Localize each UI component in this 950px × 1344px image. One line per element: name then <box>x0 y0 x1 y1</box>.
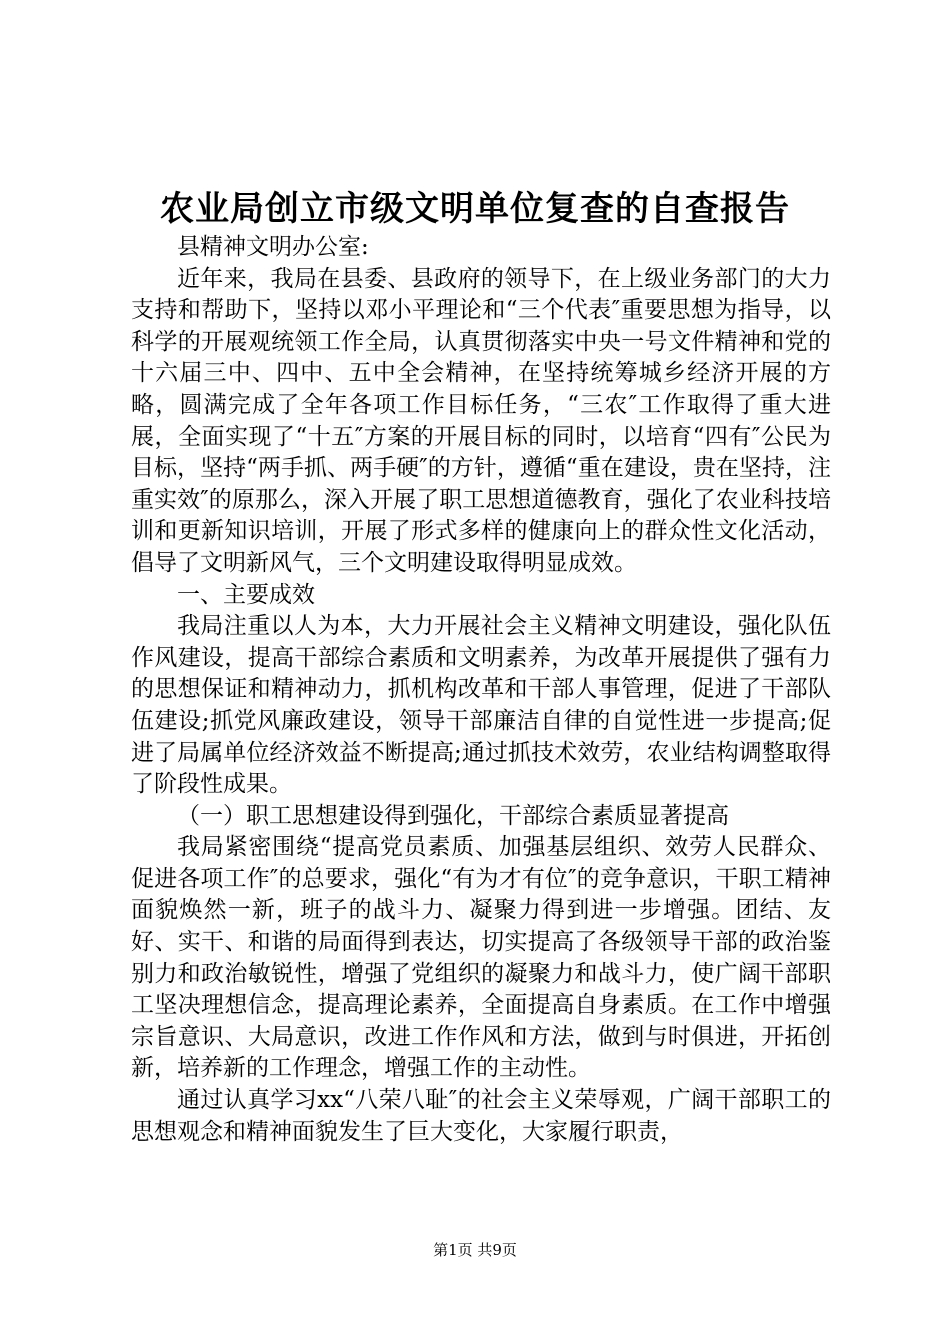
thought-building-paragraph: 我局紧密围绕“提高党员素质、加强基层组织、效劳人民群众、促进各项工作″的总要求，强化“有为才有位″的竞争意识，干职工精神面貌焕然一新，班子的战斗力、凝聚力得到进一步增强。团结、友好、实干、和谐的局面得到表达，切实提高了各级领导干部的政治鉴别力和政治敏锐性，增强了党组织的凝聚力和战斗力，使广阔干部职工坚决理想信念，提高理论素养，全面提高自身素质。在工作中增强宗旨意识、大局意识，改进工作作风和方法，做到与时俱进，开拓创新，培养新的工作理念，增强工作的主动性。 <box>131 834 831 1082</box>
document-body <box>131 232 831 1148</box>
section-heading-main-results: 一、主要成效 <box>177 581 315 608</box>
subsection-heading-thought-building: （一）职工思想建设得到强化，干部综合素质显著提高 <box>177 802 729 829</box>
document-title: 农业局创立市级文明单位复查的自查报告 <box>160 189 790 229</box>
page-number: 第1页 共9页 <box>433 1241 517 1259</box>
salutation: 县精神文明办公室: <box>177 234 369 260</box>
intro-paragraph: 近年来，我局在县委、县政府的领导下，在上级业务部门的大力支持和帮助下，坚持以邓小平理论和“三个代表″重要思想为指导，以科学的开展观统领工作全局，认真贯彻落实中央一号文件精神和党的十六届三中、四中、五中全会精神，在坚持统筹城乡经济开展的方略，圆满完成了全年各项工作目标任务，“三农″工作取得了重大进展，全面实现了“十五″方案的开展目标的同时，以培育“四有″公民为目标，坚持“两手抓、两手硬″的方针，遵循“重在建设，贵在坚持，注重实效″的原那么，深入开展了职工思想道德教育，强化了农业科技培训和更新知识培训，开展了形式多样的健康向上的群众性文化活动，倡导了文明新风气，三个文明建设取得明显成效。 <box>131 265 831 576</box>
main-results-paragraph: 我局注重以人为本，大力开展社会主义精神文明建设，强化队伍作风建设，提高干部综合素质和文明素养，为改革开展提供了强有力的思想保证和精神动力，抓机构改革和干部人事管理，促进了干部队伍建设;抓党风廉政建设，领导干部廉洁自律的自觉性进一步提高;促进了局属单位经济效益不断提高;通过抓技术效劳，农业结构调整取得了阶段性成果。 <box>131 613 831 798</box>
honor-disgrace-paragraph: 通过认真学习xx“八荣八耻″的社会主义荣辱观，广阔干部职工的思想观念和精神面貌发生了巨大变化，大家履行职责， <box>131 1087 831 1145</box>
page-footer <box>0 1240 950 1260</box>
